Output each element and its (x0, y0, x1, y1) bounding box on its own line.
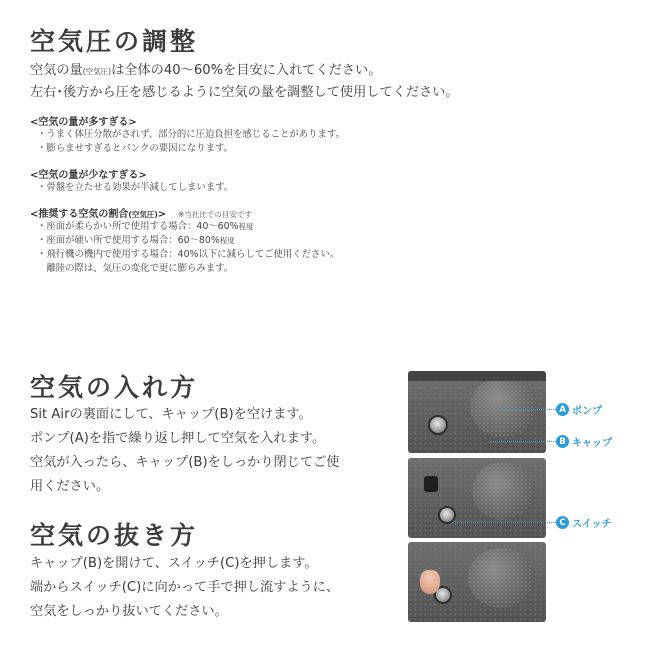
recommended-bullet-2-text: ・座面が硬い所で使用する場合：60〜80% (37, 235, 220, 246)
photo-shadow (408, 371, 546, 381)
pressure-title: 空気圧の調整 (30, 27, 199, 56)
too-much-bullet-2: ・膨らませすぎるとパンクの要因になります。 (37, 143, 233, 154)
recommended-bullet-3: ・飛行機の機内で使用する場合：40%以下に減らしてご使用ください。 (37, 249, 340, 260)
pressure-line-1-post: は全体の40〜60%を目安に入れてください。 (111, 63, 382, 78)
deflate-line-2: 端からスイッチ(C)に向かって手で押し流すように、 (30, 580, 340, 595)
inflate-line-2: ポンプ(A)を指で繰り返し押して空気を入れます。 (30, 431, 326, 446)
callout-cap (556, 434, 612, 449)
too-much-heading: <空気の量が多すぎる> (30, 117, 137, 128)
finger (420, 570, 440, 594)
callout-pump (556, 402, 602, 417)
recommended-heading-post: > (157, 209, 167, 220)
recommended-note: ※当社比での目安です (178, 210, 252, 219)
callout-pump-label: ポンプ (572, 406, 602, 417)
recommended-heading-pre: <推奨する空気の割合 (30, 209, 129, 220)
callout-switch (556, 515, 612, 530)
callout-cap-badge: B (556, 435, 569, 448)
switch-photo (408, 458, 546, 538)
recommended-heading-small: (空気圧) (128, 210, 158, 219)
inflate-line-1: Sit Airの裏面にして、キャップ(B)を空けます。 (30, 407, 312, 422)
too-little-bullet-1: ・骨盤を立たせる効果が半減してしまいます。 (37, 182, 234, 193)
recommended-bullet-1 (37, 220, 254, 233)
recommended-heading (30, 205, 252, 220)
inflate-title: 空気の入れ方 (30, 373, 199, 402)
callout-pump-badge: A (556, 403, 569, 416)
deflate-title: 空気の抜き方 (30, 521, 199, 550)
recommended-bullet-4: 離陸の際は、気圧の変化で更に膨らみます。 (37, 263, 234, 274)
cap-open (424, 476, 438, 492)
pump-dome-3 (468, 548, 534, 608)
too-much-bullet-1: ・うまく体圧分散がされず、部分的に圧迫負担を感じることがあります。 (37, 129, 345, 140)
recommended-bullet-1-small: 程度 (238, 222, 254, 231)
deflate-line-3: 空気をしっかり抜いてください。 (30, 604, 228, 619)
pump-dome-2 (472, 462, 534, 520)
recommended-bullet-1-text: ・座面が柔らかい所で使用する場合：40〜60% (37, 221, 239, 232)
pressure-line-1-pre: 空気の量 (30, 63, 83, 78)
pump-dome (470, 377, 536, 437)
deflate-line-1: キャップ(B)を開けて、スイッチ(C)を押します。 (30, 556, 318, 571)
inflate-line-3: 空気が入ったら、キャップ(B)をしっかり閉じてご使 (30, 455, 340, 470)
too-little-heading: <空気の量が少なすぎる> (30, 170, 147, 181)
callout-switch-label: スイッチ (572, 519, 612, 530)
inflate-line-4: 用ください。 (30, 479, 110, 494)
cap-valve (428, 415, 448, 435)
leader-a (500, 409, 558, 410)
leader-c (452, 522, 558, 523)
deflate-photo (408, 542, 546, 622)
recommended-bullet-2-small: 程度 (219, 236, 235, 245)
callout-cap-label: キャップ (572, 438, 612, 449)
callout-switch-badge: C (556, 516, 569, 529)
recommended-bullet-2 (37, 234, 235, 247)
pressure-line-1 (30, 60, 381, 83)
pressure-line-2: 左右･後方から圧を感じるように空気の量を調整して使用してください。 (30, 85, 459, 100)
pressure-line-1-small: (空気圧) (82, 67, 112, 76)
leader-b (490, 441, 558, 442)
